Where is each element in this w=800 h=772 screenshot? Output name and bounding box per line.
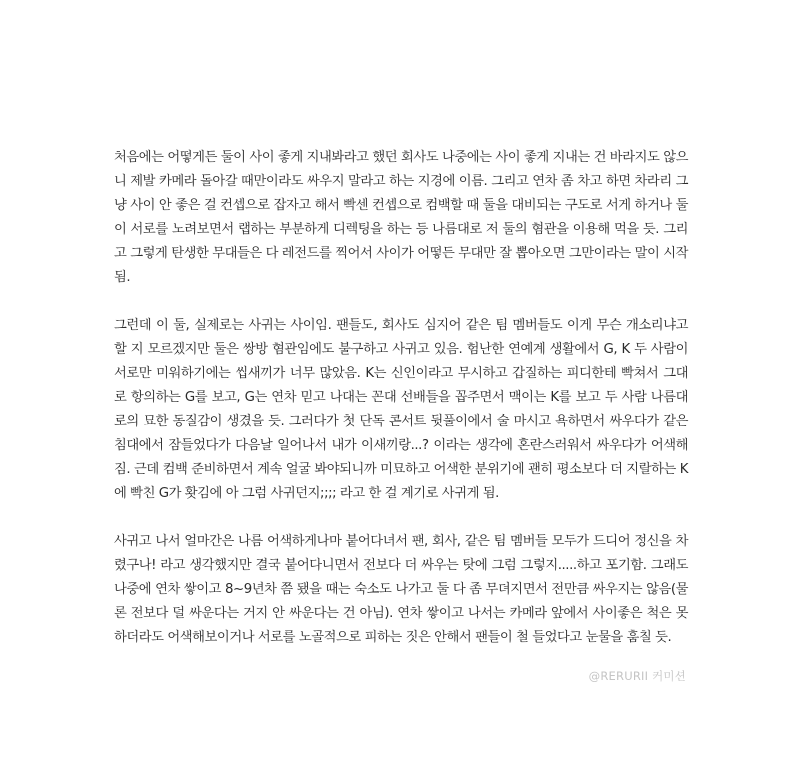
signature-watermark: @RERURII 커미션 xyxy=(588,669,686,683)
document-body xyxy=(114,146,688,650)
paragraph-2: 그런데 이 둘, 실제로는 사귀는 사이임. 팬들도, 회사도 심지어 같은 팀 멤버들도 이게 무슨 개소리냐고 할 지 모르겠지만 둘은 쌍방 혐관임에도 불구하고 사귀고 있음. 험난한 연예계 생활에서 G, K 두 사람이 서로만 미워하기에는 씹새끼가 너무 많았음. K는 신인이라고 무시하고 갑질하는 피디한테 빡쳐서 그대로 항의하는 G를 보고, G는 연차 믿고 나대는 꼰대 선배들을 꼽주면서 맥이는 K를 보고 두 사람 나름대로의 묘한 동질감이 생겼을 듯. 그러다가 첫 단독 콘서트 뒷풀이에서 술 마시고 욕하면서 싸우다가 같은 침대에서 잠들었다가 다음날 일어나서 내가 이새끼랑...? 이라는 생각에 혼란스러워서 싸우다가 어색해짐. 근데 컴백 준비하면서 계속 얼굴 봐야되니까 미묘하고 어색한 분위기에 괜히 평소보다 더 지랄하는 K에 빡친 G가 홧김에 아 그럼 사귀던지;;;; 라고 한 걸 계기로 사귀게 됨. xyxy=(114,318,688,501)
paragraph-3: 사귀고 나서 얼마간은 나름 어색하게나마 붙어다녀서 팬, 회사, 같은 팀 멤버들 모두가 드디어 정신을 차렸구나! 라고 생각했지만 결국 붙어다니면서 전보다 더 싸우는 탓에 그럼 그렇지.....하고 포기함. 그래도 나중에 연차 쌓이고 8~9년차 쯤 됐을 때는 숙소도 나가고 둘 다 좀 무뎌지면서 전만큼 싸우지는 않음(물론 전보다 덜 싸운다는 거지 안 싸운다는 건 아님). 연차 쌓이고 나서는 카메라 앞에서 사이좋은 척은 못하더라도 어색해보이거나 서로를 노골적으로 피하는 짓은 안해서 팬들이 철 들었다고 눈물을 훔칠 듯. xyxy=(114,534,688,645)
paragraph-1: 처음에는 어떻게든 둘이 사이 좋게 지내봐라고 했던 회사도 나중에는 사이 좋게 지내는 건 바라지도 않으니 제발 카메라 돌아갈 때만이라도 싸우지 말라고 하는 지경에 이름. 그리고 연차 좀 차고 하면 차라리 그냥 사이 안 좋은 걸 컨셉으로 잡자고 해서 빡센 컨셉으로 컴백할 때 둘을 대비되는 구도로 서게 하거나 둘이 서로를 노려보면서 랩하는 부분하게 디렉팅을 하는 등 나름대로 저 둘의 혐관을 이용해 먹을 듯. 그리고 그렇게 탄생한 무대들은 다 레전드를 찍어서 사이가 어떻든 무대만 잘 뽑아오면 그만이라는 말이 시작됨. xyxy=(114,150,688,285)
